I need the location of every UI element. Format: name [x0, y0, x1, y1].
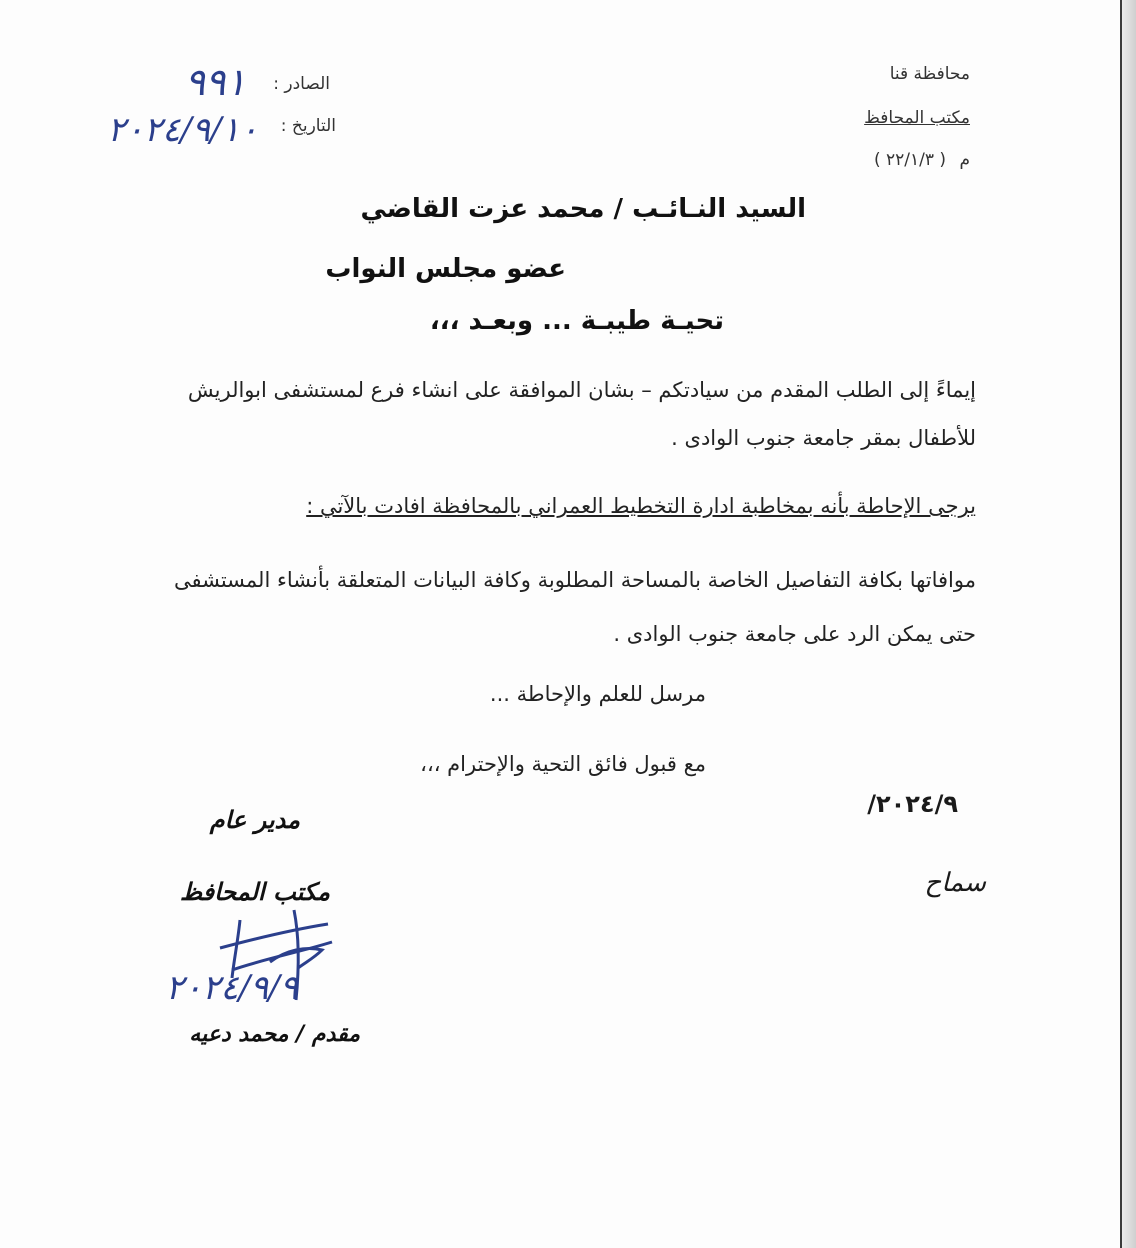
- paragraph1-line2: للأطفال بمقر جامعة جنوب الوادى .: [671, 426, 976, 450]
- reference-label: م: [959, 150, 970, 170]
- outgoing-number: ٩٩١: [184, 60, 246, 104]
- page-edge-shadow: [1122, 0, 1136, 1248]
- reference-number: [874, 150, 970, 170]
- recipient-title: عضو مجلس النواب: [325, 254, 566, 284]
- closing-regards: مع قبول فائق التحية والإحترام ،،،: [420, 752, 706, 776]
- page-edge-line: [1120, 0, 1122, 1248]
- director-title: مدير عام: [209, 806, 300, 834]
- office-name: مكتب المحافظ: [864, 108, 970, 128]
- paragraph2-line2: حتى يمكن الرد على جامعة جنوب الوادى .: [613, 622, 976, 646]
- notice-line: يرجى الإحاطة بأنه بمخاطبة ادارة التخطيط العمراني بالمحافظة افادت بالآتي :: [306, 494, 976, 518]
- date-label: التاريخ :: [280, 116, 336, 136]
- handwritten-issue-date: ٢٠٢٤/٩/١٠: [107, 110, 258, 150]
- recipient-name: السيد النـائـب / محمد عزت القاضي: [360, 194, 806, 224]
- closing-for-information: مرسل للعلم والإحاطة ...: [489, 682, 706, 706]
- signature-date: ٢٠٢٤/٩/٩: [165, 968, 298, 1008]
- reference-value: ( ٢٢/١/٣ ): [873, 150, 947, 170]
- letter-date: /٢٠٢٤/٩: [867, 790, 958, 818]
- outgoing-label: الصادر :: [273, 74, 330, 94]
- submitter-name: مقدم / محمد دعيه: [189, 1022, 360, 1047]
- typist-name: سماح: [924, 868, 986, 898]
- paragraph1-line1: إيماءً إلى الطلب المقدم من سيادتكم – بشان الموافقة على انشاء فرع لمستشفى ابوالريش: [187, 378, 976, 402]
- greeting: تحيـة طيبـة ... وبعـد ،،،: [429, 306, 724, 336]
- governorate-name: محافظة قنا: [889, 64, 970, 84]
- director-office: مكتب المحافظ: [179, 878, 330, 906]
- paragraph2-line1: موافاتها بكافة التفاصيل الخاصة بالمساحة المطلوبة وكافة البيانات المتعلقة بأنشاء المستشفى: [173, 568, 976, 592]
